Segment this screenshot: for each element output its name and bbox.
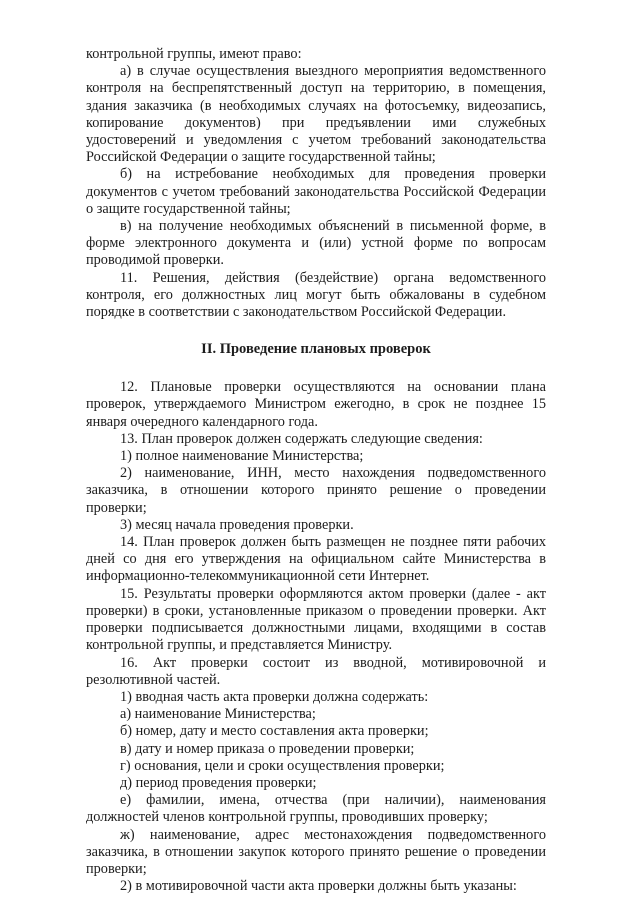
paragraph-16-item-2: 2) в мотивировочной части акта проверки должны быть указаны: — [120, 878, 517, 895]
paragraph-16-item-1: 1) вводная часть акта проверки должна содержать: — [120, 688, 429, 705]
section-heading: II. Проведение плановых проверок — [201, 341, 431, 358]
paragraph-16-item-zh: ж) наименование, адрес местонахождения подведомственного заказчика, в отношении закупок которого принято решение о проведении проверки; — [86, 826, 546, 877]
paragraph-continuation: контрольной группы, имеют право: — [86, 46, 302, 62]
paragraph-item-b: б) на истребование необходимых для проведения проверки документов с учетом требований законодательства Российской Федерации о защите государственной тайны; — [86, 166, 546, 217]
paragraph-13-item-1: 1) полное наименование Министерства; — [120, 448, 364, 465]
paragraph-13-item-2: 2) наименование, ИНН, место нахождения подведомственного заказчика, в отношении которого принято решение о проведении проверки; — [86, 465, 546, 516]
paragraph-15: 15. Результаты проверки оформляются актом проверки (далее - акт проверки) в сроки, установленные приказом о проведении проверки. Акт проверки подписывается должностными лицами, входящими в состав контрольной группы, и представляется Министру. — [86, 585, 546, 654]
paragraph-12: 12. Плановые проверки осуществляются на основании плана проверок, утверждаемого Министром ежегодно, в срок не позднее 15 января очередного календарного года. — [86, 379, 546, 430]
paragraph-item-v: в) на получение необходимых объяснений в письменной форме, в форме электронного документа и (или) устной форме по вопросам проводимой проверки. — [86, 218, 546, 269]
paragraph-13: 13. План проверок должен содержать следующие сведения: — [120, 430, 483, 447]
paragraph-item-a: а) в случае осуществления выездного мероприятия ведомственного контроля на беспрепятственный доступ на территорию, в помещения, здания заказчика (в необходимых случаях на фотосъемку, видеозапись, копирование документов) при предъявлении ими служебных удостоверений и уведомления с учетом требований законодательства Российской Федерации о защите государственной тайны; — [86, 63, 546, 166]
paragraph-16-item-b: б) номер, дату и место составления акта проверки; — [120, 723, 429, 740]
paragraph-11: 11. Решения, действия (бездействие) органа ведомственного контроля, его должностных лиц могут быть обжалованы в судебном порядке в соответствии с законодательством Российской Федерации. — [86, 269, 546, 321]
paragraph-13-item-3: 3) месяц начала проведения проверки. — [120, 516, 354, 533]
paragraph-16-item-v: в) дату и номер приказа о проведении проверки; — [120, 740, 415, 757]
paragraph-14: 14. План проверок должен быть размещен не позднее пяти рабочих дней со дня его утверждения на официальном сайте Министерства в информационно-телекоммуникационной сети Интернет. — [86, 534, 546, 585]
paragraph-16-item-d: д) период проведения проверки; — [120, 774, 317, 791]
paragraph-16-item-g: г) основания, цели и сроки осуществления проверки; — [120, 757, 445, 774]
paragraph-16: 16. Акт проверки состоит из вводной, мотивировочной и резолютивной частей. — [86, 654, 546, 688]
document-body — [86, 46, 546, 895]
paragraph-16-item-e: е) фамилии, имена, отчества (при наличии), наименования должностей членов контрольной группы, проводивших проверку; — [86, 792, 546, 826]
paragraph-16-item-a: а) наименование Министерства; — [120, 706, 316, 723]
